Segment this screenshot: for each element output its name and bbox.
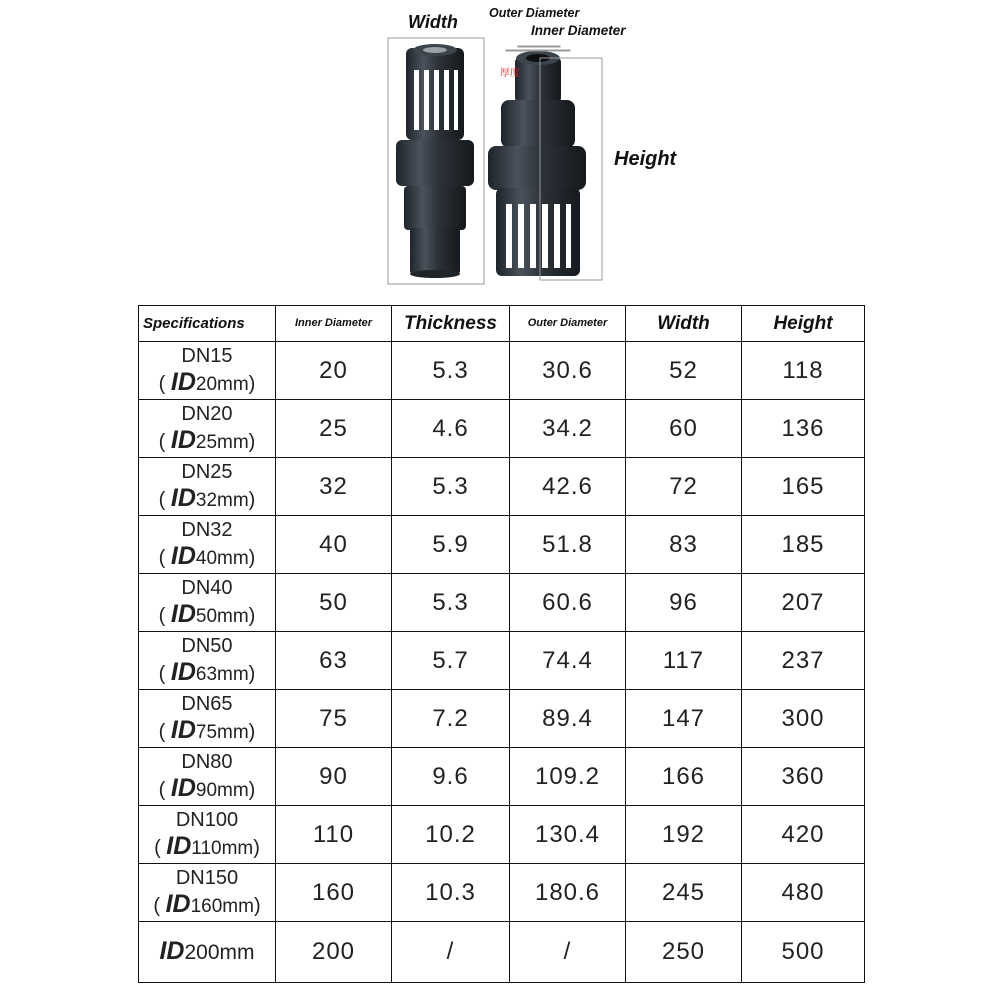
cell-outer: / xyxy=(510,922,626,983)
table-row xyxy=(139,748,865,806)
cell-outer: 30.6 xyxy=(510,342,626,400)
cell-inner: 75 xyxy=(276,690,392,748)
paren-open: ( xyxy=(158,721,171,743)
cell-outer: 109.2 xyxy=(510,748,626,806)
header-specifications: Specifications xyxy=(139,306,276,342)
id-label: ID xyxy=(170,774,196,802)
paren-open: ( xyxy=(158,605,171,627)
table-row xyxy=(139,864,865,922)
table-row xyxy=(139,400,865,458)
cell-thickness: 7.2 xyxy=(392,690,510,748)
cell-outer: 42.6 xyxy=(510,458,626,516)
table-row xyxy=(139,458,865,516)
spec-dn: DN15 xyxy=(181,345,233,367)
cell-width: 192 xyxy=(626,806,742,864)
id-label: ID xyxy=(170,426,196,454)
spec-dn: DN20 xyxy=(181,403,233,425)
spec-cell xyxy=(139,574,276,632)
table-row xyxy=(139,806,865,864)
cell-width: 60 xyxy=(626,400,742,458)
cell-thickness: 5.3 xyxy=(392,342,510,400)
paren-close: ) xyxy=(253,895,261,917)
header-height: Height xyxy=(742,306,865,342)
table-row xyxy=(139,516,865,574)
id-value: 110mm xyxy=(191,838,254,859)
id-value: 25mm xyxy=(195,432,249,453)
id-value: 200mm xyxy=(184,941,255,964)
table-row xyxy=(139,632,865,690)
spec-id xyxy=(139,485,275,514)
cell-outer: 180.6 xyxy=(510,864,626,922)
spec-id xyxy=(139,427,275,456)
cell-thickness: / xyxy=(392,922,510,983)
cell-width: 83 xyxy=(626,516,742,574)
spec-cell xyxy=(139,922,276,983)
id-value: 50mm xyxy=(195,606,249,627)
spec-cell xyxy=(139,632,276,690)
cell-width: 117 xyxy=(626,632,742,690)
spec-id xyxy=(139,717,275,746)
spec-cell xyxy=(139,748,276,806)
cell-outer: 34.2 xyxy=(510,400,626,458)
spec-cell xyxy=(139,864,276,922)
cell-thickness: 4.6 xyxy=(392,400,510,458)
spec-table xyxy=(138,305,865,983)
spec-id xyxy=(139,369,275,398)
table-row xyxy=(139,690,865,748)
id-label: ID xyxy=(165,890,191,918)
cell-width: 72 xyxy=(626,458,742,516)
table-row xyxy=(139,922,865,983)
spec-dn: DN65 xyxy=(181,693,233,715)
cell-height: 237 xyxy=(742,632,865,690)
cell-height: 500 xyxy=(742,922,865,983)
paren-open: ( xyxy=(158,373,171,395)
header-outer-diameter: Outer Diameter xyxy=(510,306,626,342)
paren-close: ) xyxy=(248,373,256,395)
cell-inner: 63 xyxy=(276,632,392,690)
cell-width: 52 xyxy=(626,342,742,400)
paren-close: ) xyxy=(248,721,256,743)
id-label: ID xyxy=(166,832,192,860)
spec-cell xyxy=(139,342,276,400)
cell-height: 136 xyxy=(742,400,865,458)
table-row xyxy=(139,342,865,400)
paren-close: ) xyxy=(253,837,260,859)
product-photo xyxy=(380,0,700,292)
id-value: 20mm xyxy=(195,374,249,395)
paren-close: ) xyxy=(248,663,256,685)
cell-height: 118 xyxy=(742,342,865,400)
cell-inner: 25 xyxy=(276,400,392,458)
cell-thickness: 10.3 xyxy=(392,864,510,922)
table-row xyxy=(139,574,865,632)
spec-cell xyxy=(139,458,276,516)
spec-dn: DN25 xyxy=(181,461,233,483)
cell-width: 245 xyxy=(626,864,742,922)
id-label: ID xyxy=(170,542,196,570)
spec-cell xyxy=(139,400,276,458)
label-thickness-cn: 厚度 xyxy=(500,68,520,79)
id-label: ID xyxy=(170,368,196,396)
spec-id xyxy=(139,891,275,920)
cell-inner: 40 xyxy=(276,516,392,574)
spec-cell xyxy=(139,516,276,574)
spec-dn: DN40 xyxy=(181,577,233,599)
cell-outer: 89.4 xyxy=(510,690,626,748)
spec-dn: DN32 xyxy=(181,519,233,541)
cell-thickness: 10.2 xyxy=(392,806,510,864)
cell-thickness: 9.6 xyxy=(392,748,510,806)
cell-height: 360 xyxy=(742,748,865,806)
table-header-row xyxy=(139,306,865,342)
header-thickness: Thickness xyxy=(392,306,510,342)
spec-cell xyxy=(139,806,276,864)
id-label: ID xyxy=(170,716,196,744)
paren-open: ( xyxy=(158,779,171,801)
header-inner-diameter: Inner Diameter xyxy=(276,306,392,342)
id-label: ID xyxy=(170,484,196,512)
spec-id xyxy=(139,601,275,630)
label-inner-diameter: Inner Diameter xyxy=(531,23,626,38)
spec-id xyxy=(139,659,275,688)
cell-width: 250 xyxy=(626,922,742,983)
spec-dn: DN50 xyxy=(181,635,233,657)
spec-id xyxy=(139,543,275,572)
cell-height: 300 xyxy=(742,690,865,748)
spec-dn: DN80 xyxy=(181,751,233,773)
cell-height: 207 xyxy=(742,574,865,632)
id-value: 32mm xyxy=(195,490,249,511)
paren-open: ( xyxy=(158,663,171,685)
paren-close: ) xyxy=(248,547,256,569)
id-label: ID xyxy=(170,600,196,628)
cell-width: 166 xyxy=(626,748,742,806)
cell-inner: 20 xyxy=(276,342,392,400)
cell-height: 185 xyxy=(742,516,865,574)
label-height: Height xyxy=(614,148,677,170)
id-label: ID xyxy=(170,658,196,686)
cell-outer: 74.4 xyxy=(510,632,626,690)
paren-close: ) xyxy=(248,431,256,453)
cell-width: 147 xyxy=(626,690,742,748)
spec-dn: DN100 xyxy=(175,809,239,831)
cell-thickness: 5.9 xyxy=(392,516,510,574)
foot-valve-image xyxy=(380,0,700,292)
id-value: 90mm xyxy=(195,780,249,801)
paren-open: ( xyxy=(153,895,166,917)
id-value: 63mm xyxy=(195,664,249,685)
id-value: 75mm xyxy=(195,722,249,743)
paren-open: ( xyxy=(158,431,171,453)
spec-id xyxy=(139,833,275,862)
cell-thickness: 5.3 xyxy=(392,458,510,516)
paren-close: ) xyxy=(248,489,256,511)
cell-outer: 60.6 xyxy=(510,574,626,632)
paren-close: ) xyxy=(248,605,256,627)
id-label: ID xyxy=(159,937,185,965)
paren-close: ) xyxy=(248,779,256,801)
cell-inner: 90 xyxy=(276,748,392,806)
id-value: 40mm xyxy=(195,548,249,569)
cell-inner: 160 xyxy=(276,864,392,922)
cell-thickness: 5.7 xyxy=(392,632,510,690)
cell-outer: 130.4 xyxy=(510,806,626,864)
cell-inner: 50 xyxy=(276,574,392,632)
cell-height: 165 xyxy=(742,458,865,516)
paren-open: ( xyxy=(158,547,171,569)
cell-width: 96 xyxy=(626,574,742,632)
label-width: Width xyxy=(408,12,458,32)
spec-cell xyxy=(139,690,276,748)
label-outer-diameter: Outer Diameter xyxy=(489,6,580,20)
cell-height: 480 xyxy=(742,864,865,922)
paren-open: ( xyxy=(154,837,167,859)
cell-inner: 32 xyxy=(276,458,392,516)
spec-id xyxy=(139,775,275,804)
cell-outer: 51.8 xyxy=(510,516,626,574)
cell-height: 420 xyxy=(742,806,865,864)
cell-inner: 200 xyxy=(276,922,392,983)
cell-inner: 110 xyxy=(276,806,392,864)
header-width: Width xyxy=(626,306,742,342)
cell-thickness: 5.3 xyxy=(392,574,510,632)
spec-dn: DN150 xyxy=(175,867,239,889)
id-value: 160mm xyxy=(190,896,254,917)
paren-open: ( xyxy=(158,489,171,511)
